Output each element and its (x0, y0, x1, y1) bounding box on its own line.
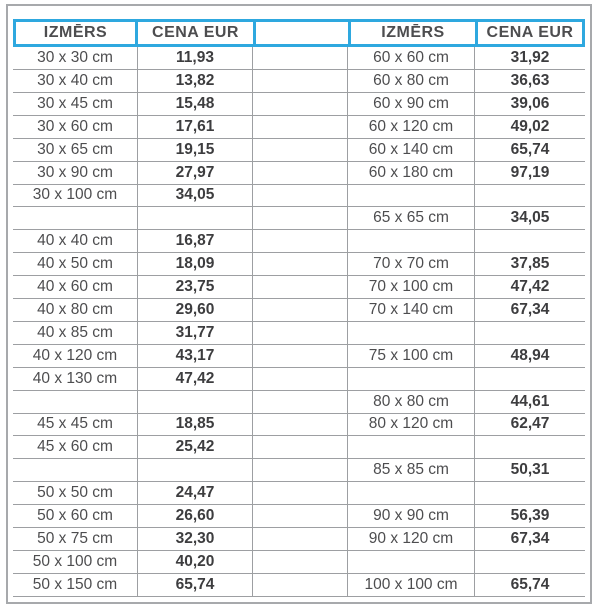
size-right-cell: 85 x 85 cm (348, 459, 475, 481)
price-left-cell: 26,60 (138, 505, 253, 527)
size-right-cell (348, 436, 475, 458)
size-left-cell: 40 x 50 cm (13, 253, 138, 275)
size-left-cell: 50 x 100 cm (13, 551, 138, 573)
table-row (13, 528, 585, 551)
price-right-cell: 56,39 (510, 507, 550, 524)
spacer-cell (253, 391, 348, 413)
price-right-cell: 65,74 (510, 575, 550, 593)
size-right-cell: 80 x 80 cm (348, 391, 475, 413)
size-right-cell: 70 x 70 cm (348, 253, 475, 275)
size-left-cell: 50 x 75 cm (13, 528, 138, 550)
table-row (13, 93, 585, 116)
table-row (13, 299, 585, 322)
price-right-cell (475, 436, 585, 458)
spacer-cell (253, 436, 348, 458)
size-left-cell (13, 391, 138, 413)
table-row (13, 391, 585, 414)
spacer-cell (253, 574, 348, 596)
price-left-cell: 11,93 (138, 47, 253, 69)
price-right-cell: 49,02 (510, 117, 550, 135)
size-left-cell: 40 x 80 cm (13, 299, 138, 321)
size-right-cell: 80 x 120 cm (348, 413, 475, 435)
size-right-cell (348, 322, 475, 344)
header-price-right: CENA EUR (486, 24, 574, 41)
price-left-cell (138, 459, 253, 481)
table-row (13, 345, 585, 368)
size-right-cell: 65 x 65 cm (348, 207, 475, 229)
spacer-cell (253, 345, 348, 367)
size-right-cell: 60 x 90 cm (348, 93, 475, 115)
table-row (13, 459, 585, 482)
price-left-cell: 23,75 (138, 276, 253, 298)
spacer-cell (253, 184, 348, 206)
size-left-cell: 30 x 40 cm (13, 70, 138, 92)
spacer-cell (253, 482, 348, 504)
table-row (13, 207, 585, 230)
size-left-cell: 45 x 45 cm (13, 413, 138, 435)
size-left-cell: 40 x 60 cm (13, 276, 138, 298)
size-right-cell: 75 x 100 cm (348, 345, 475, 367)
table-row (13, 368, 585, 391)
price-right-cell (475, 368, 585, 390)
size-left-cell: 30 x 30 cm (13, 47, 138, 69)
size-right-cell: 70 x 140 cm (348, 299, 475, 321)
price-right-cell (475, 230, 585, 252)
size-right-cell: 60 x 140 cm (348, 139, 475, 161)
table-row (13, 482, 585, 505)
price-left-cell: 47,42 (138, 368, 253, 390)
table-row (13, 116, 585, 139)
spacer-cell (253, 207, 348, 229)
price-right-cell (475, 322, 585, 344)
table-row (13, 184, 585, 207)
price-right-cell: 44,61 (510, 392, 550, 410)
size-left-cell: 30 x 45 cm (13, 93, 138, 115)
price-left-cell: 34,05 (138, 184, 253, 206)
price-left-cell: 65,74 (138, 574, 253, 596)
price-left-cell: 25,42 (138, 436, 253, 458)
spacer-cell (253, 276, 348, 298)
header-size-left: IZMĒRS (16, 22, 138, 44)
spacer-cell (253, 93, 348, 115)
table-header (13, 19, 585, 47)
price-right-cell: 48,94 (510, 346, 550, 364)
price-left-cell: 18,09 (138, 253, 253, 275)
spacer-cell (253, 116, 348, 138)
spacer-cell (253, 368, 348, 390)
table-row (13, 436, 585, 459)
size-left-cell: 30 x 60 cm (13, 116, 138, 138)
size-right-cell: 60 x 120 cm (348, 116, 475, 138)
table-row (13, 276, 585, 299)
table-row (13, 551, 585, 574)
price-left-cell: 29,60 (138, 299, 253, 321)
table-row (13, 230, 585, 253)
table-row (13, 47, 585, 70)
spacer-cell (253, 299, 348, 321)
price-left-cell: 43,17 (138, 345, 253, 367)
price-right-cell: 37,85 (510, 255, 550, 273)
size-right-cell (348, 230, 475, 252)
price-right-cell: 65,74 (510, 140, 550, 158)
size-right-cell: 60 x 60 cm (348, 47, 475, 69)
spacer-cell (253, 70, 348, 92)
price-left-cell: 16,87 (138, 230, 253, 252)
price-right-cell: 47,42 (510, 278, 550, 295)
size-left-cell: 30 x 65 cm (13, 139, 138, 161)
size-right-cell: 60 x 180 cm (348, 162, 475, 184)
size-right-cell (348, 184, 475, 206)
spacer-cell (253, 162, 348, 184)
spacer-cell (253, 253, 348, 275)
price-right-cell: 39,06 (510, 94, 550, 112)
table-row (13, 70, 585, 93)
size-right-cell: 70 x 100 cm (348, 276, 475, 298)
spacer-cell (253, 551, 348, 573)
size-left-cell: 50 x 60 cm (13, 505, 138, 527)
table-row (13, 505, 585, 528)
size-left-cell: 30 x 100 cm (13, 184, 138, 206)
table-row (13, 322, 585, 345)
price-right-cell: 50,31 (510, 461, 550, 479)
header-price-left: CENA EUR (138, 22, 256, 44)
price-left-cell: 24,47 (138, 482, 253, 504)
size-right-cell (348, 482, 475, 504)
size-right-cell: 60 x 80 cm (348, 70, 475, 92)
size-left-cell: 45 x 60 cm (13, 436, 138, 458)
size-right-cell (348, 551, 475, 573)
price-right-cell (475, 482, 585, 504)
price-left-cell: 32,30 (138, 528, 253, 550)
spacer-cell (253, 139, 348, 161)
size-left-cell: 40 x 40 cm (13, 230, 138, 252)
header-spacer (256, 22, 351, 44)
size-left-cell: 30 x 90 cm (13, 162, 138, 184)
price-left-cell: 13,82 (138, 70, 253, 92)
size-right-cell: 90 x 120 cm (348, 528, 475, 550)
size-right-cell: 90 x 90 cm (348, 505, 475, 527)
table-row (13, 413, 585, 436)
price-right-cell: 31,92 (510, 49, 550, 66)
price-right-cell: 36,63 (510, 71, 550, 89)
price-left-cell: 17,61 (138, 116, 253, 138)
spacer-cell (253, 47, 348, 69)
size-left-cell: 40 x 130 cm (13, 368, 138, 390)
price-right-cell: 67,34 (510, 300, 550, 318)
size-left-cell (13, 459, 138, 481)
size-left-cell: 40 x 85 cm (13, 322, 138, 344)
table-row (13, 574, 585, 597)
spacer-cell (253, 230, 348, 252)
price-left-cell: 40,20 (138, 551, 253, 573)
table-row (13, 162, 585, 185)
spacer-cell (253, 505, 348, 527)
size-left-cell: 50 x 150 cm (13, 574, 138, 596)
price-right-cell: 62,47 (510, 415, 550, 433)
price-left-cell: 27,97 (138, 162, 253, 184)
size-left-cell: 50 x 50 cm (13, 482, 138, 504)
price-right-cell: 97,19 (510, 163, 550, 181)
price-left-cell: 15,48 (138, 93, 253, 115)
price-right-cell: 67,34 (510, 529, 550, 547)
size-right-cell (348, 368, 475, 390)
price-left-cell (138, 391, 253, 413)
spacer-cell (253, 459, 348, 481)
price-left-cell (138, 207, 253, 229)
price-left-cell: 18,85 (138, 413, 253, 435)
table-row (13, 139, 585, 162)
size-left-cell: 40 x 120 cm (13, 345, 138, 367)
size-right-cell: 100 x 100 cm (348, 574, 475, 596)
spacer-cell (253, 528, 348, 550)
price-right-cell: 34,05 (510, 209, 550, 227)
spacer-cell (253, 322, 348, 344)
header-size-right: IZMĒRS (351, 22, 478, 44)
price-left-cell: 31,77 (138, 322, 253, 344)
price-right-cell (475, 184, 585, 206)
price-left-cell: 19,15 (138, 139, 253, 161)
price-right-cell (475, 551, 585, 573)
size-left-cell (13, 207, 138, 229)
spacer-cell (253, 413, 348, 435)
table-row (13, 253, 585, 276)
